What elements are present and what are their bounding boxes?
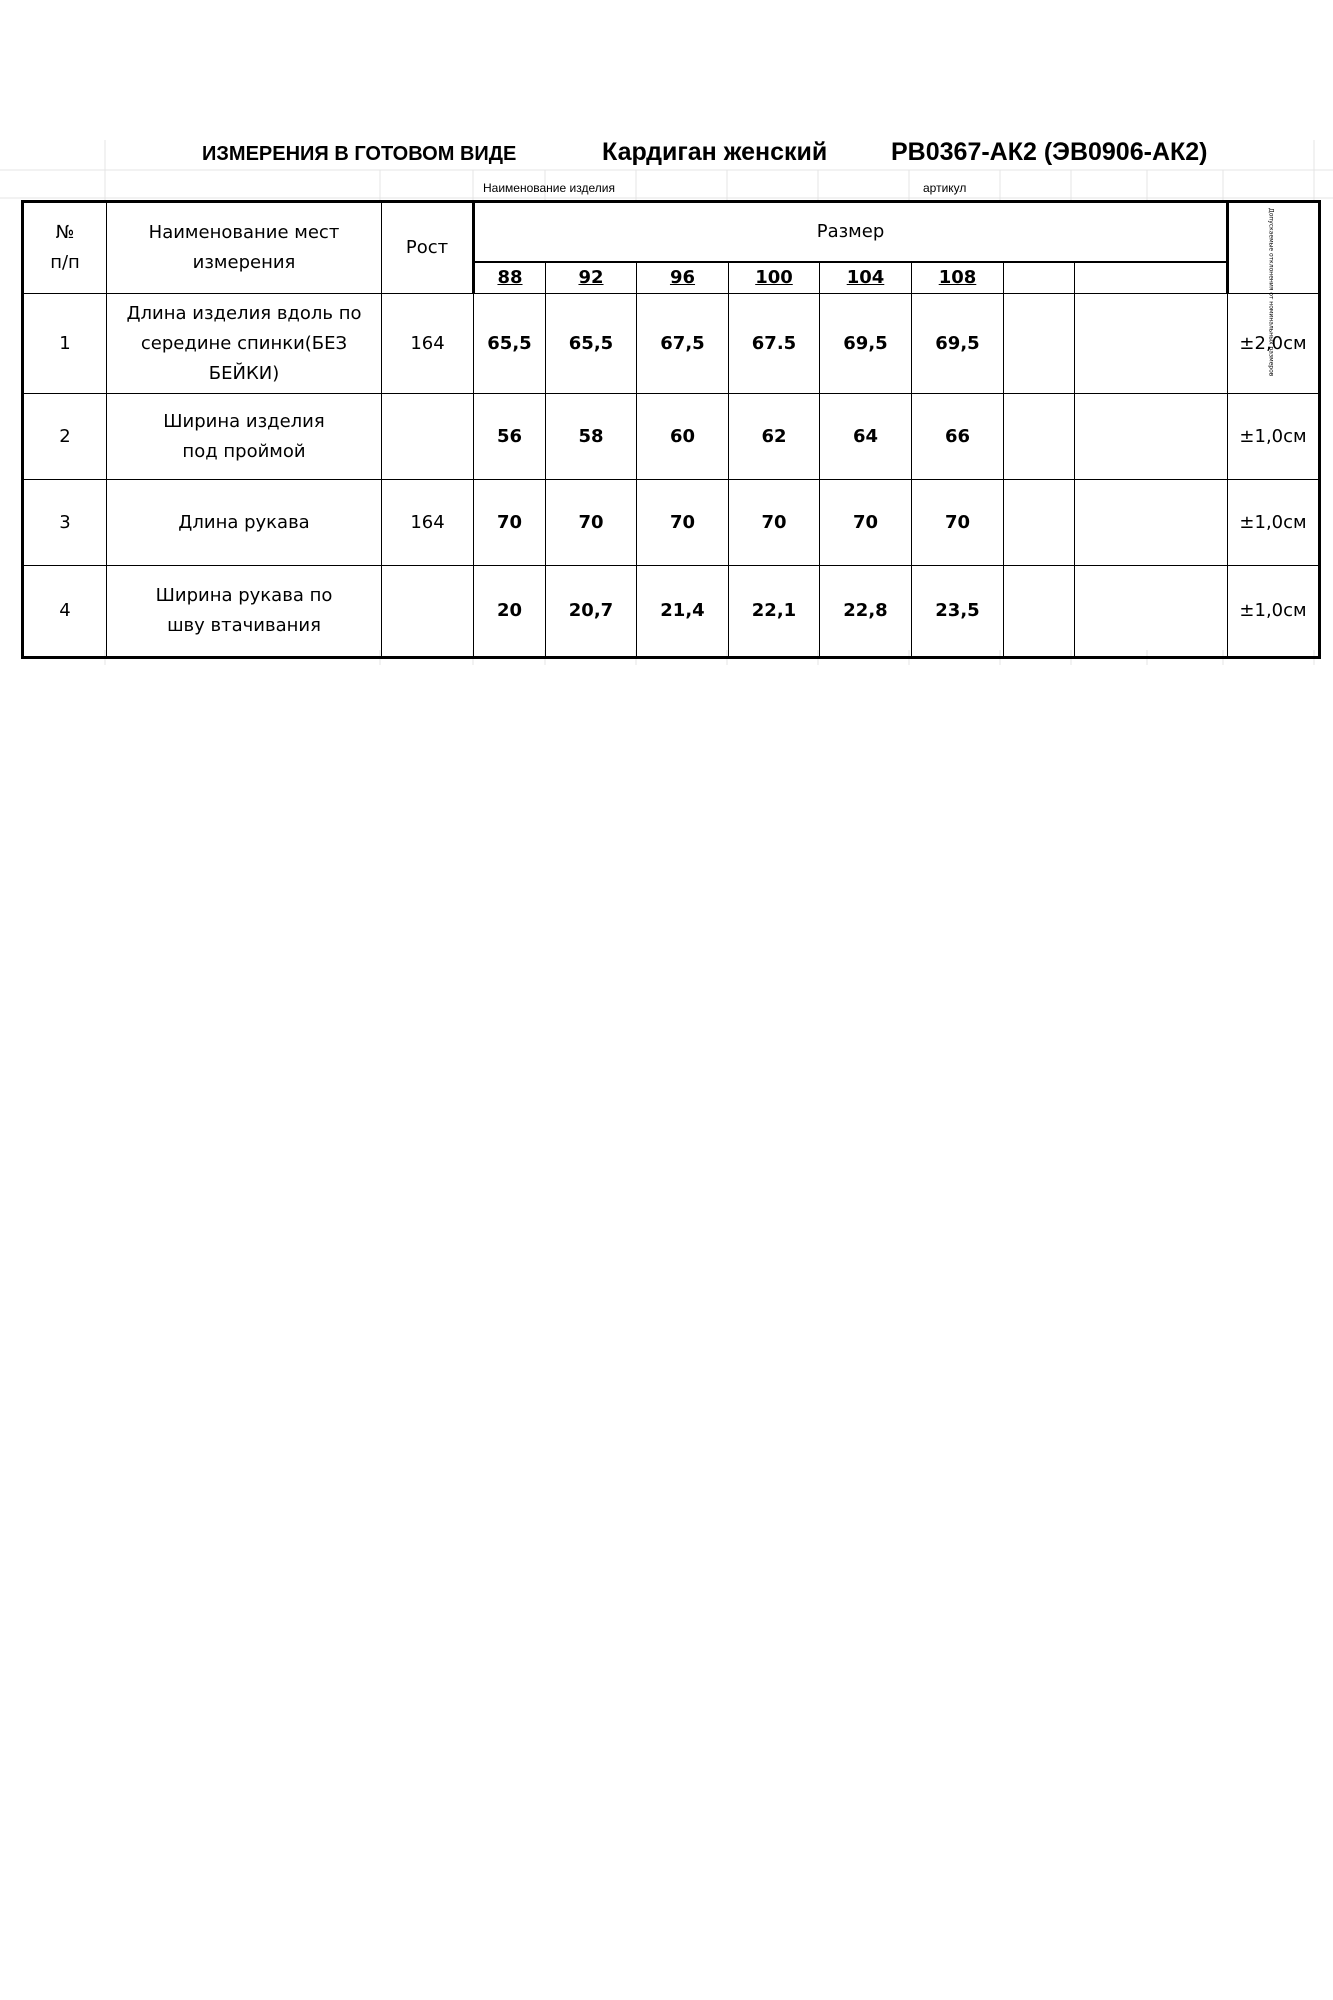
value-cell-empty <box>1075 394 1228 480</box>
tolerance-value: ±1,0см <box>1228 394 1320 480</box>
value-cell: 70 <box>820 480 912 566</box>
height-value <box>382 566 474 658</box>
row-number: 2 <box>23 394 107 480</box>
article-number: РВ0367-АК2 (ЭВ0906-АК2) <box>891 138 1208 166</box>
value-cell: 64 <box>820 394 912 480</box>
value-cell: 56 <box>474 394 546 480</box>
tolerance-value: ±1,0см <box>1228 566 1320 658</box>
size-96: 96 <box>637 262 729 294</box>
column-header-size: Размер <box>474 202 1228 262</box>
value-cell: 62 <box>729 394 820 480</box>
table-row <box>23 480 1320 566</box>
value-cell-empty <box>1004 294 1075 394</box>
size-92: 92 <box>546 262 637 294</box>
value-cell-empty <box>1075 294 1228 394</box>
value-cell: 67.5 <box>729 294 820 394</box>
height-value: 164 <box>382 480 474 566</box>
value-cell: 70 <box>729 480 820 566</box>
value-cell: 66 <box>912 394 1004 480</box>
measurement-name: Длина рукава <box>107 480 382 566</box>
value-cell: 20 <box>474 566 546 658</box>
value-cell: 70 <box>912 480 1004 566</box>
value-cell: 70 <box>546 480 637 566</box>
height-value <box>382 394 474 480</box>
value-cell: 23,5 <box>912 566 1004 658</box>
value-cell: 69,5 <box>912 294 1004 394</box>
measurement-table <box>21 200 1321 659</box>
column-header-number: № п/п <box>23 202 107 294</box>
value-cell: 70 <box>474 480 546 566</box>
height-value: 164 <box>382 294 474 394</box>
value-cell-empty <box>1004 394 1075 480</box>
measurement-name: Ширина изделия под проймой <box>107 394 382 480</box>
product-name-caption: Наименование изделия <box>483 181 615 195</box>
value-cell-empty <box>1075 566 1228 658</box>
column-header-measurement-name: Наименование мест измерения <box>107 202 382 294</box>
value-cell: 60 <box>637 394 729 480</box>
column-header-height: Рост <box>382 202 474 294</box>
tolerance-header-text: Допускаемые отклонения от номинальных размеров <box>1267 208 1275 377</box>
value-cell: 20,7 <box>546 566 637 658</box>
value-cell: 69,5 <box>820 294 912 394</box>
table-row <box>23 394 1320 480</box>
value-cell: 65,5 <box>546 294 637 394</box>
value-cell: 22,8 <box>820 566 912 658</box>
size-104: 104 <box>820 262 912 294</box>
value-cell: 67,5 <box>637 294 729 394</box>
tolerance-value: ±1,0см <box>1228 480 1320 566</box>
size-empty-2 <box>1075 262 1228 294</box>
value-cell: 65,5 <box>474 294 546 394</box>
value-cell-empty <box>1075 480 1228 566</box>
size-empty-1 <box>1004 262 1075 294</box>
table-row <box>23 566 1320 658</box>
value-cell-empty <box>1004 480 1075 566</box>
size-100: 100 <box>729 262 820 294</box>
row-number: 4 <box>23 566 107 658</box>
product-name: Кардиган женский <box>602 138 828 166</box>
value-cell: 58 <box>546 394 637 480</box>
value-cell: 22,1 <box>729 566 820 658</box>
value-cell-empty <box>1004 566 1075 658</box>
article-caption: артикул <box>923 181 967 195</box>
row-number: 1 <box>23 294 107 394</box>
value-cell: 21,4 <box>637 566 729 658</box>
value-cell: 70 <box>637 480 729 566</box>
table-row <box>23 294 1320 394</box>
row-number: 3 <box>23 480 107 566</box>
size-88: 88 <box>474 262 546 294</box>
section-title: ИЗМЕРЕНИЯ В ГОТОВОМ ВИДЕ <box>202 143 517 165</box>
measurement-name: Длина изделия вдоль по середине спинки(БЕЗ БЕЙКИ) <box>107 294 382 394</box>
measurement-name: Ширина рукава по шву втачивания <box>107 566 382 658</box>
size-108: 108 <box>912 262 1004 294</box>
tolerance-value: ±2,0см <box>1228 294 1320 394</box>
